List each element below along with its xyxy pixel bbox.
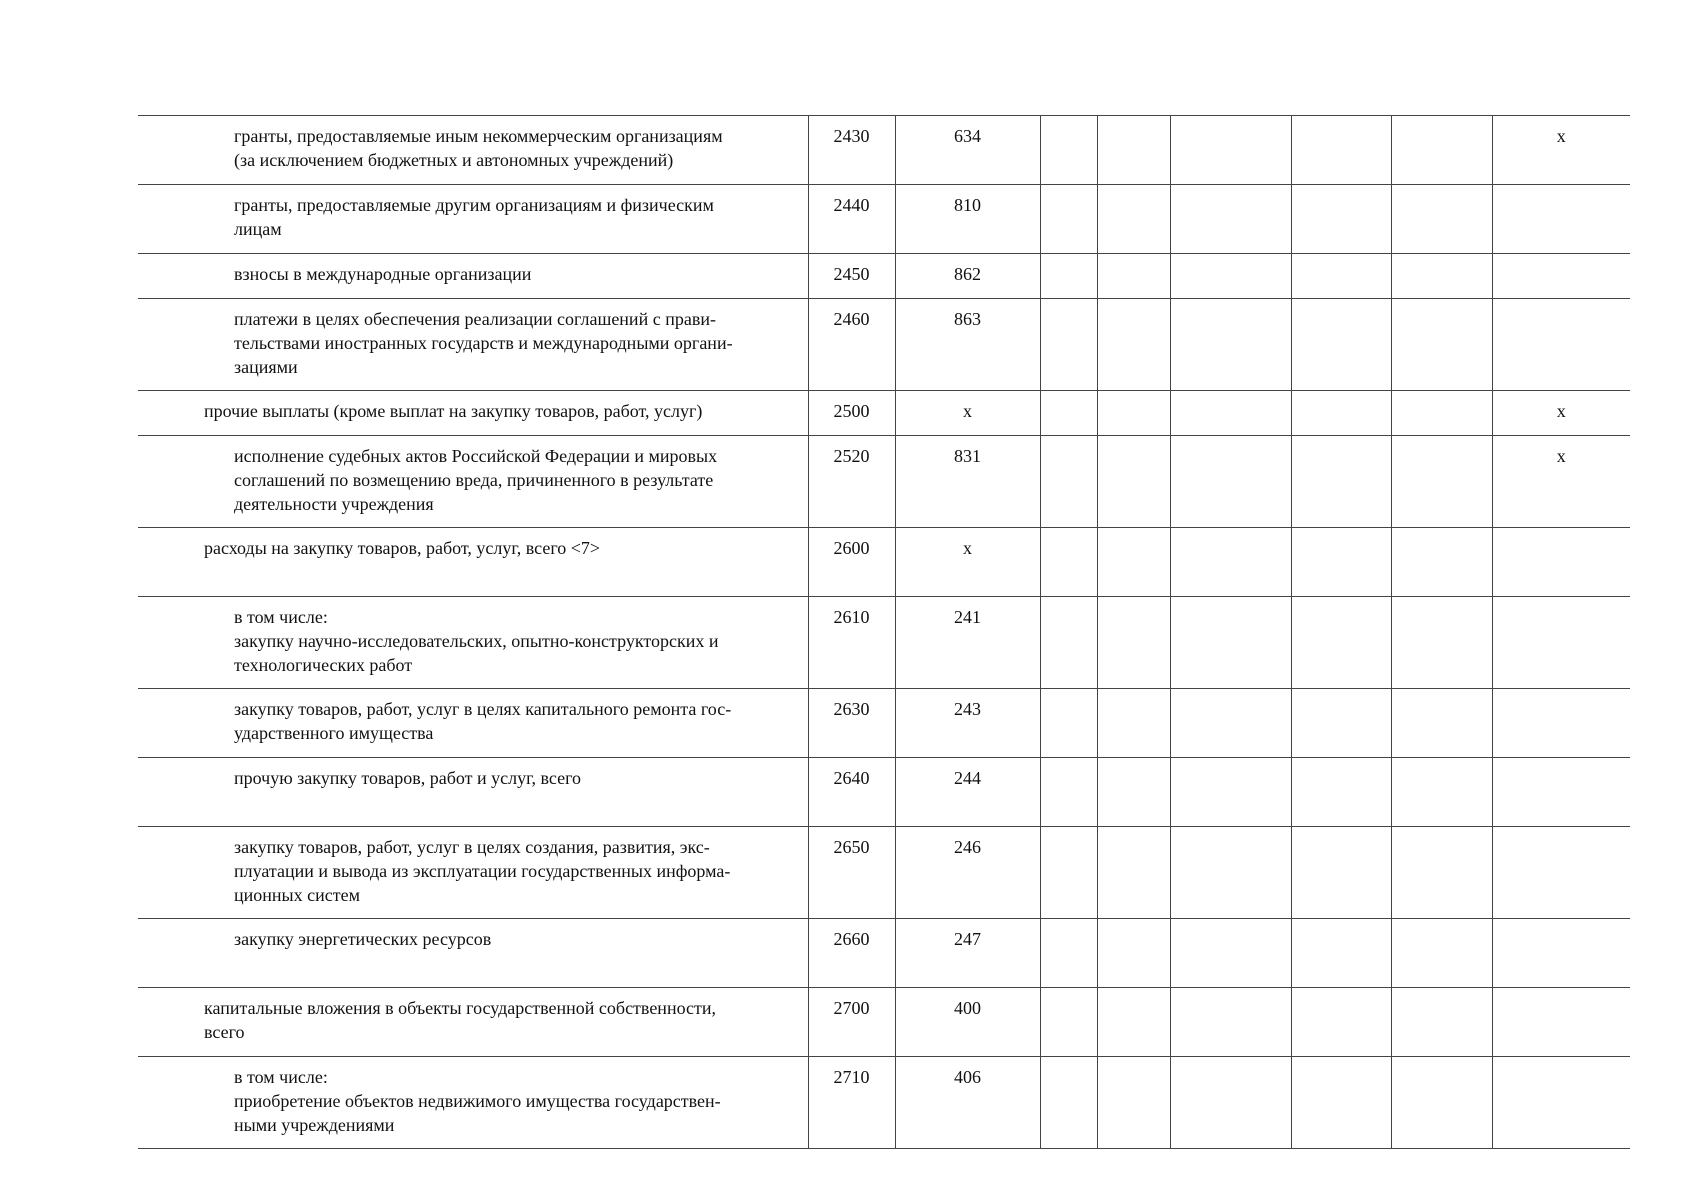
empty-value-cell [1097, 988, 1170, 1057]
row-code: 2440 [808, 185, 895, 254]
row-kbk-code: 810 [895, 185, 1040, 254]
empty-value-cell [1040, 185, 1097, 254]
empty-value-cell [1040, 299, 1097, 391]
empty-value-cell [1391, 185, 1492, 254]
row-label-line: гранты, предоставляемые другим организациям и физическим [234, 195, 714, 215]
row-last-mark [1492, 185, 1630, 254]
row-last-mark [1492, 1057, 1630, 1149]
row-kbk-code: 241 [895, 597, 1040, 689]
row-code: 2700 [808, 988, 895, 1057]
row-label-line: взносы в международные организации [234, 264, 532, 284]
row-label-line: закупку товаров, работ, услуг в целях создания, развития, экс- [234, 837, 710, 857]
table-row [138, 919, 1630, 988]
empty-value-cell [1391, 116, 1492, 185]
empty-value-cell [1170, 1057, 1291, 1149]
empty-value-cell [1170, 919, 1291, 988]
empty-value-cell [1291, 299, 1391, 391]
empty-value-cell [1291, 391, 1391, 436]
empty-value-cell [1170, 528, 1291, 597]
empty-value-cell [1097, 185, 1170, 254]
row-label [138, 254, 808, 299]
row-label-line: в том числе: [234, 607, 328, 627]
empty-value-cell [1097, 597, 1170, 689]
empty-value-cell [1170, 436, 1291, 528]
row-label-line: ционных систем [234, 885, 360, 905]
row-label [138, 436, 808, 528]
table-row [138, 299, 1630, 391]
row-last-mark [1492, 758, 1630, 827]
empty-value-cell [1170, 391, 1291, 436]
row-label-line: расходы на закупку товаров, работ, услуг, всего <7> [204, 538, 601, 558]
financial-table [138, 115, 1630, 1149]
table-row [138, 116, 1630, 185]
row-label-line: ударственного имущества [234, 723, 434, 743]
empty-value-cell [1391, 528, 1492, 597]
row-code: 2660 [808, 919, 895, 988]
empty-value-cell [1040, 827, 1097, 919]
row-label-line: зациями [234, 357, 298, 377]
row-code: 2600 [808, 528, 895, 597]
row-last-mark [1492, 254, 1630, 299]
row-code: 2630 [808, 689, 895, 758]
empty-value-cell [1040, 758, 1097, 827]
row-label-line: прочие выплаты (кроме выплат на закупку товаров, работ, услуг) [204, 401, 703, 421]
table-row [138, 988, 1630, 1057]
empty-value-cell [1097, 299, 1170, 391]
row-label [138, 1057, 808, 1149]
row-code: 2640 [808, 758, 895, 827]
row-kbk-code: 244 [895, 758, 1040, 827]
empty-value-cell [1391, 919, 1492, 988]
empty-value-cell [1040, 919, 1097, 988]
empty-value-cell [1040, 116, 1097, 185]
empty-value-cell [1391, 597, 1492, 689]
table-row [138, 528, 1630, 597]
row-kbk-code: 863 [895, 299, 1040, 391]
empty-value-cell [1097, 689, 1170, 758]
row-code: 2650 [808, 827, 895, 919]
empty-value-cell [1391, 689, 1492, 758]
table-body [138, 116, 1630, 1149]
row-label [138, 758, 808, 827]
row-label-line: капитальные вложения в объекты государственной собственности, [204, 998, 717, 1018]
empty-value-cell [1391, 391, 1492, 436]
empty-value-cell [1040, 391, 1097, 436]
row-label-line: закупку энергетических ресурсов [234, 929, 492, 949]
row-label-line: закупку товаров, работ, услуг в целях капитального ремонта гос- [234, 699, 732, 719]
empty-value-cell [1040, 597, 1097, 689]
row-label [138, 299, 808, 391]
empty-value-cell [1170, 827, 1291, 919]
row-label-line: технологических работ [234, 655, 413, 675]
empty-value-cell [1170, 116, 1291, 185]
row-label-line: в том числе: [234, 1067, 328, 1087]
row-label-line: лицам [234, 219, 282, 239]
empty-value-cell [1291, 116, 1391, 185]
row-kbk-code: 246 [895, 827, 1040, 919]
row-label [138, 919, 808, 988]
empty-value-cell [1391, 1057, 1492, 1149]
row-last-mark [1492, 528, 1630, 597]
row-kbk-code: 831 [895, 436, 1040, 528]
empty-value-cell [1170, 758, 1291, 827]
empty-value-cell [1097, 528, 1170, 597]
table-row [138, 254, 1630, 299]
row-kbk-code: 247 [895, 919, 1040, 988]
row-label-line: платежи в целях обеспечения реализации соглашений с прави- [234, 309, 716, 329]
row-label-line: закупку научно-исследовательских, опытно-конструкторских и [234, 631, 719, 651]
row-code: 2500 [808, 391, 895, 436]
row-last-mark: х [1492, 391, 1630, 436]
table-row [138, 436, 1630, 528]
empty-value-cell [1040, 689, 1097, 758]
table-row [138, 185, 1630, 254]
row-code: 2710 [808, 1057, 895, 1149]
row-label [138, 391, 808, 436]
empty-value-cell [1170, 185, 1291, 254]
empty-value-cell [1040, 988, 1097, 1057]
row-code: 2460 [808, 299, 895, 391]
row-last-mark [1492, 299, 1630, 391]
empty-value-cell [1291, 689, 1391, 758]
empty-value-cell [1097, 436, 1170, 528]
empty-value-cell [1391, 299, 1492, 391]
empty-value-cell [1291, 436, 1391, 528]
empty-value-cell [1391, 436, 1492, 528]
row-last-mark [1492, 988, 1630, 1057]
table-row [138, 827, 1630, 919]
row-label [138, 116, 808, 185]
empty-value-cell [1097, 919, 1170, 988]
table-row [138, 597, 1630, 689]
row-last-mark [1492, 689, 1630, 758]
empty-value-cell [1097, 758, 1170, 827]
row-label [138, 597, 808, 689]
empty-value-cell [1040, 1057, 1097, 1149]
table-row [138, 391, 1630, 436]
empty-value-cell [1291, 988, 1391, 1057]
empty-value-cell [1291, 827, 1391, 919]
row-label-line: исполнение судебных актов Российской Федерации и мировых [234, 446, 718, 466]
table-row [138, 758, 1630, 827]
row-label [138, 185, 808, 254]
row-last-mark: х [1492, 116, 1630, 185]
empty-value-cell [1040, 254, 1097, 299]
empty-value-cell [1097, 827, 1170, 919]
row-label-line: деятельности учреждения [234, 494, 434, 514]
empty-value-cell [1097, 1057, 1170, 1149]
row-label-line: приобретение объектов недвижимого имущества государствен- [234, 1091, 721, 1111]
row-kbk-code: х [895, 391, 1040, 436]
row-kbk-code: 862 [895, 254, 1040, 299]
row-label [138, 689, 808, 758]
row-code: 2430 [808, 116, 895, 185]
row-label-line: гранты, предоставляемые иным некоммерческим организациям [234, 126, 723, 146]
empty-value-cell [1291, 919, 1391, 988]
row-code: 2520 [808, 436, 895, 528]
row-label-line: (за исключением бюджетных и автономных учреждений) [234, 150, 674, 170]
empty-value-cell [1291, 758, 1391, 827]
empty-value-cell [1391, 254, 1492, 299]
empty-value-cell [1391, 758, 1492, 827]
empty-value-cell [1170, 689, 1291, 758]
empty-value-cell [1291, 597, 1391, 689]
empty-value-cell [1391, 988, 1492, 1057]
row-last-mark: х [1492, 436, 1630, 528]
row-kbk-code: х [895, 528, 1040, 597]
empty-value-cell [1097, 254, 1170, 299]
row-kbk-code: 406 [895, 1057, 1040, 1149]
empty-value-cell [1040, 436, 1097, 528]
row-label-line: всего [204, 1022, 245, 1042]
empty-value-cell [1170, 299, 1291, 391]
row-kbk-code: 243 [895, 689, 1040, 758]
empty-value-cell [1291, 528, 1391, 597]
row-label [138, 528, 808, 597]
row-label-line: плуатации и вывода из эксплуатации государственных информа- [234, 861, 731, 881]
row-last-mark [1492, 919, 1630, 988]
row-last-mark [1492, 597, 1630, 689]
row-label [138, 827, 808, 919]
empty-value-cell [1291, 254, 1391, 299]
empty-value-cell [1170, 254, 1291, 299]
row-kbk-code: 400 [895, 988, 1040, 1057]
row-label [138, 988, 808, 1057]
empty-value-cell [1170, 988, 1291, 1057]
table-row [138, 689, 1630, 758]
empty-value-cell [1291, 185, 1391, 254]
row-last-mark [1492, 827, 1630, 919]
empty-value-cell [1170, 597, 1291, 689]
table-row [138, 1057, 1630, 1149]
row-label-line: ными учреждениями [234, 1115, 395, 1135]
row-label-line: прочую закупку товаров, работ и услуг, всего [234, 768, 582, 788]
row-kbk-code: 634 [895, 116, 1040, 185]
empty-value-cell [1391, 827, 1492, 919]
row-code: 2610 [808, 597, 895, 689]
row-label-line: тельствами иностранных государств и международными органи- [234, 333, 733, 353]
empty-value-cell [1097, 116, 1170, 185]
row-label-line: соглашений по возмещению вреда, причиненного в результате [234, 470, 714, 490]
row-code: 2450 [808, 254, 895, 299]
empty-value-cell [1097, 391, 1170, 436]
empty-value-cell [1040, 528, 1097, 597]
empty-value-cell [1291, 1057, 1391, 1149]
